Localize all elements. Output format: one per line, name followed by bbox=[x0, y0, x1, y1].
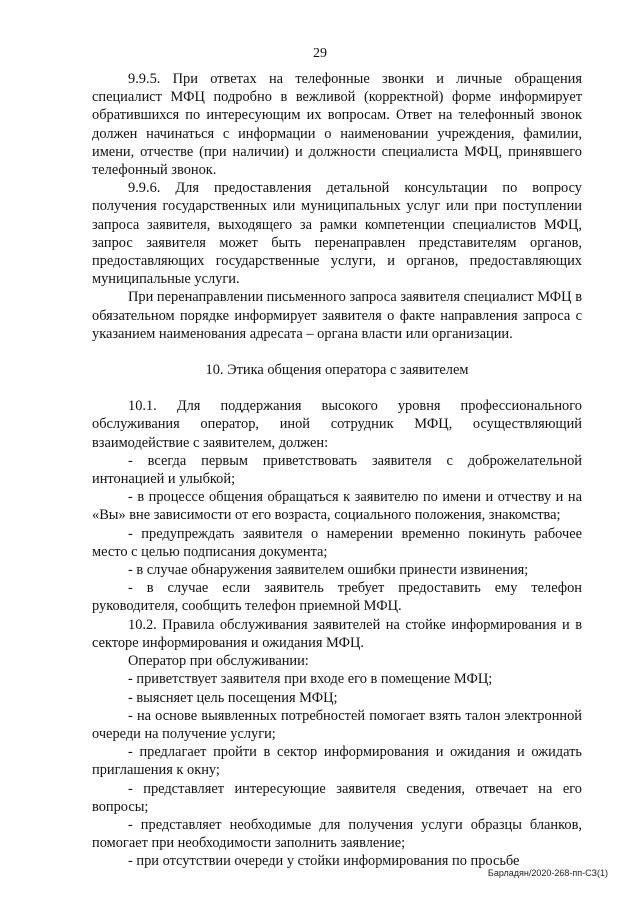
list-item: - всегда первым приветствовать заявителя с доброжелательной интонацией и улыбкой; bbox=[92, 452, 582, 488]
list-item: - приветствует заявителя при входе его в помещение МФЦ; bbox=[128, 671, 493, 688]
list-item: - в случае обнаружения заявителем ошибки принести извинения; bbox=[128, 562, 529, 579]
list-item: - в процессе общения обращаться к заявителю по имени и отчеству и на «Вы» вне зависимости от его возраста, социального положения, знакомства; bbox=[92, 489, 582, 524]
paragraph-10-1: 10.1. Для поддержания высокого уровня профессионального обслуживания оператор, иной сотрудник МФЦ, осуществляющий взаимодействие с заявителем, должен: bbox=[92, 398, 582, 451]
paragraph-9-9-6: 9.9.6. Для предоставления детальной консультации по вопросу получения государственных или муниципальных услуг или при поступлении запроса заявителя, выходящего за рамки компетенции специалистов МФЦ, запрос заявителя может быть перенаправлен представителям органов, предоставляющих государственные услуги, и органов, предоставляющих муниципальные услуги. bbox=[92, 180, 582, 288]
document-body bbox=[92, 70, 582, 871]
paragraph-10-2: 10.2. Правила обслуживания заявителей на стойке информирования и в секторе информирования и ожидания МФЦ. bbox=[92, 616, 582, 651]
list-item: - представляет интересующие заявителя сведения, отвечает на его вопросы; bbox=[92, 780, 582, 815]
paragraph-9-9-5: 9.9.5. При ответах на телефонные звонки и личные обращения специалист МФЦ подробно в вежливой (корректной) форме информирует обратившихся по интересующим их вопросам. Ответ на телефонный звонок должен начинаться с информации о наименовании учреждения, фамилии, имени, отчестве (при наличии) и должности специалиста МФЦ, принявшего телефонный звонок. bbox=[92, 71, 582, 179]
page-number: 29 bbox=[313, 46, 327, 61]
list-item: - в случае если заявитель требует предоставить ему телефон руководителя, сообщить телефон приемной МФЦ. bbox=[92, 580, 582, 615]
list-item: - предлагает пройти в сектор информирования и ожидания и ожидать приглашения к окну; bbox=[92, 744, 582, 779]
list-item: - предупреждать заявителя о намерении временно покинуть рабочее место с целью подписания документа; bbox=[92, 525, 582, 560]
section-heading: 10. Этика общения оператора с заявителем bbox=[205, 362, 469, 379]
list-item: - на основе выявленных потребностей помогает взять талон электронной очереди на получение услуги; bbox=[92, 707, 582, 742]
paragraph-operator: Оператор при обслуживании: bbox=[128, 653, 309, 670]
document-code: Барладян/2020-268-пп-СЗ(1) bbox=[487, 868, 608, 878]
paragraph-redirect: При перенаправлении письменного запроса заявителя специалист МФЦ в обязательном порядке информирует заявителя о факте направления запроса с указанием наименования адресата – органа власти или организации. bbox=[92, 289, 582, 342]
list-item: - при отсутствии очереди у стойки информирования по просьбе bbox=[128, 853, 520, 870]
list-item: - выясняет цель посещения МФЦ; bbox=[128, 689, 338, 706]
list-item: - представляет необходимые для получения услуги образцы бланков, помогает при необходимости заполнить заявление; bbox=[92, 816, 582, 852]
